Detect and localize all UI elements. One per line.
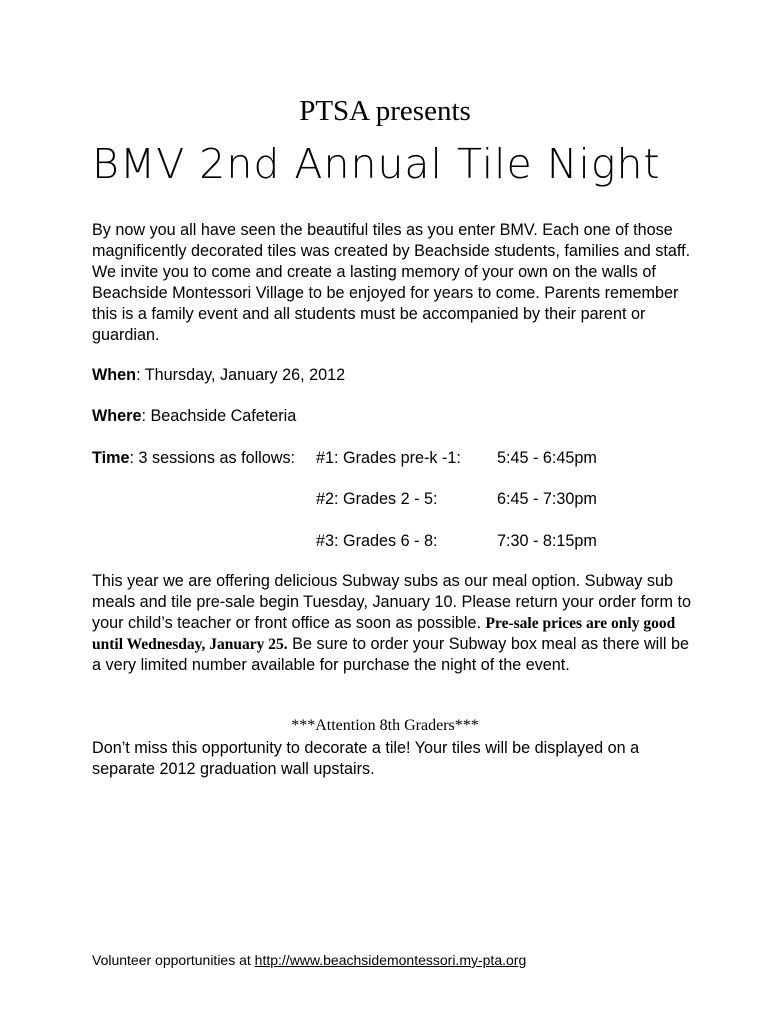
volunteer-text: Volunteer opportunities at (92, 952, 255, 968)
attention-heading: ***Attention 8th Graders*** (291, 717, 479, 734)
where-label: Where (92, 407, 142, 425)
where-line (92, 406, 692, 427)
when-line (92, 365, 692, 386)
session-3-label: #3: Grades 6 - 8: (316, 532, 438, 550)
subway-text-after: Be sure to order your Subway box meal as there will be a very limited number available for purchase the night of the event. (92, 635, 689, 674)
where-value: : Beachside Cafeteria (141, 407, 297, 425)
volunteer-line (92, 950, 692, 971)
session-2-time: 6:45 - 7:30pm (497, 490, 597, 508)
attention-paragraph: Don’t miss this opportunity to decorate a tile! Your tiles will be displayed on a separate 2012 graduation wall upstairs. (92, 739, 640, 778)
session-3-time: 7:30 - 8:15pm (497, 532, 597, 550)
when-label: When (92, 366, 137, 384)
subway-paragraph (92, 571, 692, 676)
time-prefix: : 3 sessions as follows: (129, 449, 296, 467)
time-label: Time (92, 449, 130, 467)
intro-paragraph: By now you all have seen the beautiful tiles as you enter BMV. Each one of those magnificently decorated tiles was created by Beachside students, families and staff. We invite you to come and create a lasting memory of your own on the walls of Beachside Montessori Village to be enjoyed for years to come. Parents remember this is a family event and all students must be accompanied by their parent or guardian. (92, 221, 691, 344)
session-1-label: #1: Grades pre-k -1: (316, 449, 461, 467)
page-title: BMV 2nd Annual Tile Night (92, 140, 661, 188)
time-line (92, 448, 295, 469)
session-1-time: 5:45 - 6:45pm (497, 449, 597, 467)
subway-text-before: This year we are offering delicious Subway subs as our meal option. Subway sub meals and tile pre-sale begin Tuesday, January 10. Please return your order form to your child’s teacher or front office as soon as possible. (92, 572, 691, 632)
when-value: : Thursday, January 26, 2012 (136, 366, 346, 384)
presents-heading: PTSA presents (299, 95, 471, 127)
presale-deadline: Pre-sale prices are only good until Wednesday, January 25. (92, 615, 676, 653)
volunteer-link[interactable]: http://www.beachsidemontessori.my-pta.org (254, 952, 527, 968)
session-2-label: #2: Grades 2 - 5: (316, 490, 438, 508)
